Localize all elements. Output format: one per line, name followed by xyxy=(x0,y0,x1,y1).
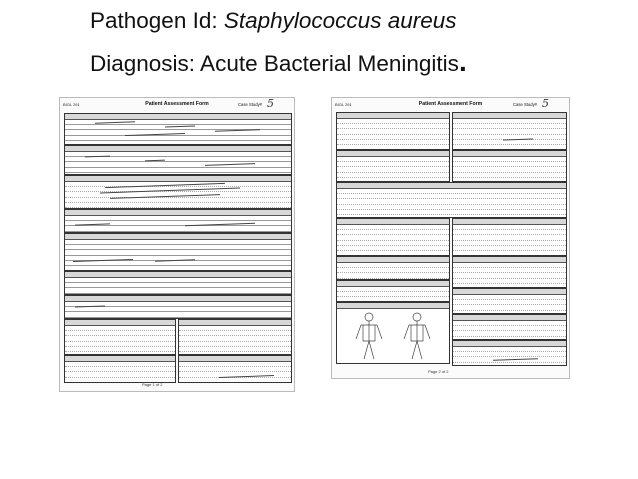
psychosocial-history-section xyxy=(64,355,176,383)
diagnosis-period: . xyxy=(458,46,467,77)
page-number: Page 1 of 2 xyxy=(142,382,163,387)
case-study-label: Case Study# xyxy=(238,102,262,107)
form-id: BIOL 291 xyxy=(63,102,80,107)
section-header xyxy=(337,303,449,309)
body-diagram-section xyxy=(336,302,450,364)
pathogen-id-line xyxy=(90,8,457,34)
vital-signs-section xyxy=(64,145,292,175)
diagnosis-text: Diagnosis: Acute Bacterial Meningitis xyxy=(90,51,459,76)
gastrointestinal-history-section xyxy=(452,150,567,182)
pathogen-id-label: Pathogen Id: xyxy=(90,8,224,33)
assessment-form-page-1 xyxy=(59,97,295,392)
diagnosis-line xyxy=(90,46,467,78)
present-illness-section xyxy=(64,175,292,209)
gastrointestinal-exam-section xyxy=(452,256,567,288)
respiratory-history-section xyxy=(336,112,450,150)
form-title: Patient Assessment Form xyxy=(418,101,483,107)
case-study-number: 5 xyxy=(542,97,549,110)
pathogen-organism: Staphylococcus aureus xyxy=(223,8,457,33)
musculoskeletal-history-section xyxy=(178,355,292,383)
cardiovascular-history-section xyxy=(178,319,292,355)
integumentary-exam-section xyxy=(452,288,567,314)
allergies-section xyxy=(64,295,292,319)
pain-assessment-section xyxy=(452,314,567,340)
arrival-data-section xyxy=(64,113,292,145)
physical-assessment-section xyxy=(336,182,567,218)
case-study-number: 5 xyxy=(267,97,274,110)
form-id: BIOL 291 xyxy=(335,102,352,107)
over-the-counter-section xyxy=(64,271,292,295)
form-header xyxy=(60,97,294,111)
diagnosis-section xyxy=(452,340,567,366)
form-header xyxy=(332,97,569,111)
immunizations-section xyxy=(452,112,567,150)
cardiovascular-exam-section xyxy=(452,218,567,256)
endocrine-history-section xyxy=(336,150,450,182)
body-outline-figures xyxy=(345,311,441,361)
page-number: Page 2 of 2 xyxy=(428,369,449,374)
musculoskeletal-exam-section xyxy=(336,256,450,280)
neurological-history-section xyxy=(64,319,176,355)
genitourinary-exam-section xyxy=(336,280,450,302)
respiratory-exam-section xyxy=(336,218,450,256)
medications-section xyxy=(64,233,292,271)
case-study-label: Case Study# xyxy=(513,102,537,107)
assessment-form-page-2 xyxy=(331,97,570,379)
outlook-section xyxy=(64,209,292,233)
form-title: Patient Assessment Form xyxy=(145,101,209,107)
